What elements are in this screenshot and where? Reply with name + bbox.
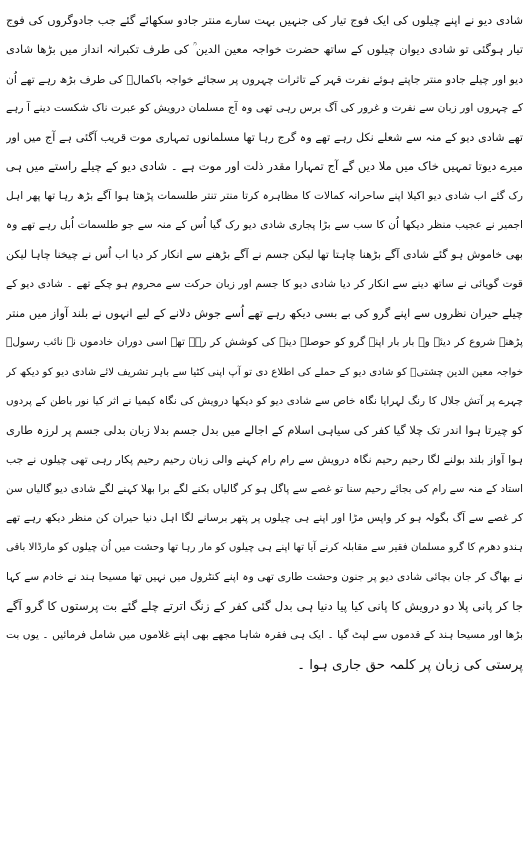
text-line: کے چہروں اور زبان سے نفرت و غرور کی آگ برس رہی تھی وہ آج مسلمان درویش کو عبرت ناک شکست دینے آ رہے <box>6 101 523 114</box>
text-line: جا کر پانی پلا دو درویش کا پانی کیا پیا دنیا ہی بدل گئی کفر کے زنگ اترتے چلے گئے بت پرستوں کا گرو آگے <box>6 598 523 613</box>
text-line: رک گئے اب شادی دیو اکیلا اپنے ساحرانہ کمالات کا مظاہرہ کرتا منتر تنتر طلسمات پڑھتا ہوا آگے بڑھ رہا تھا پھر اہل <box>6 189 523 202</box>
text-line: ہندو دھرم کا گرو مسلمان فقیر سے مقابلہ کرنے آیا تھا اپنے ہی چیلوں کو مار رہا تھا وحشت میں اُن چیلوں کو مارڈالا باقی <box>6 542 523 554</box>
text-line: چہرے پر آتش جلال کا رنگ لہرایا نگاہ خاص سے شادی دیو کو دیکھا درویش کی نگاہ کیمیا نے اثر کیا نور باطن کے پردوں <box>6 394 523 407</box>
text-line: استاد کے منہ سے رام کی بجائے رحیم سنا تو غصے سے پاگل ہو کر گالیاں بکنے لگے برا بھلا کہنے لگے شادی دیو گالیاں سن <box>6 482 523 495</box>
text-line: تھے شادی دیو کے منہ سے شعلے نکل رہے تھے وہ گرج رہا تھا مسلمانوں تمہاری موت قریب آگئی ہے آج میں اور <box>6 131 523 145</box>
text-line: کو چیرتا ہوا اندر تک چلا گیا کفر کی سیاہی اسلام کے اجالے میں بدل جسم بدلا زبان بدلی جسم پر لرزہ طاری <box>6 423 523 438</box>
text-line: قوت گویائی نے ساتھ دینے سے انکار کر دیا شادی دیو کا جسم اور زبان حرکت سے محروم ہو چکے تھے ۔ شادی دیو کے <box>6 277 523 290</box>
text-line: میرے دیوتا تمہیں خاک میں ملا دیں گے آج تمہارا مقدر ذلت اور موت ہے ۔ شادی دیو کے چیلے راستے میں ہی <box>6 159 523 174</box>
text-line: ہوا آواز بلند بولنے لگا رحیم رحیم نگاہ درویش سے رام رام کہنے والی زبان رحیم رحیم پکار رہی تھی چیلوں نے جب <box>6 453 523 467</box>
text-line: بھی خاموش ہو گئے شادی آگے بڑھنا چاہتا تھا لیکن جسم نے آگے بڑھنے سے انکار کر دیا اب اُس نے چیخنا چاہا لیکن <box>6 248 523 262</box>
text-line: نے بھاگ کر جان بچائی شادی دیو پر جنون وحشت طاری تھی وہ اپنے کنٹرول میں نہیں تھا مسیحا ہند نے خادم سے کہا <box>6 570 523 583</box>
text-line: تیار ہوگئی تو شادی دیوان چیلوں کے ساتھ حضرت خواجہ معین الدین ؒ کی طرف تکبرانہ انداز میں بڑھا شادی <box>6 42 523 57</box>
text-line: بڑھا اور مسیحا ہند کے قدموں سے لپٹ گیا ۔ ایک ہی فقرہ شاہا مجھے بھی اپنے غلاموں میں شامل فرمائیں ۔ یوں بت <box>6 629 523 642</box>
text-line: خواجہ معین الدین چشتیؒ کو شادی دیو کے حملے کی اطلاع دی تو آپ اپنی کٹیا سے باہر تشریف لائے شادی دیو کو دیکھ کر <box>6 366 523 378</box>
text-line: شادی دیو نے اپنے چیلوں کی ایک فوج تیار کی جنہیں بہت سارے منتر جادو سکھائے گئے جب جادوگروں کی فوج <box>6 13 523 27</box>
text-line: چیلے حیران نظروں سے اپنے گرو کی بے بسی دیکھ رہے تھے اُسے جوش دلانے کے لیے انہوں نے بلند آواز میں منتر <box>6 305 523 320</box>
text-line: دیو اور چیلے جادو منتر جاپتے ہوئے نفرت قہر کے تاثرات چہروں پر سجائے خواجہ باکمالؒ کی طرف بڑھ رہے تھے اُن <box>6 72 523 86</box>
text-line: کر غصے سے آگ بگولہ ہو کر واپس مڑا اور اپنے ہی چیلوں پر پتھر برسانے لگا اہل دنیا حیران کن منظر دیکھ رہے تھے <box>6 512 523 525</box>
text-line: پڑھنے شروع کر دیئے وہ بار بار اپنے گرو کو حوصلہ دینے کی کوشش کر رہے تھے اسی دوران خادموں نے نائب رسولؐ <box>6 336 523 349</box>
text-line: اجمیر نے عجیب منظر دیکھا اُن کا سب سے بڑا پجاری شادی دیو رک گیا اُس کے منہ سے جو طلسمات اُبل رہے تھے وہ <box>6 219 523 232</box>
text-line-last: پرستی کی زبان پر کلمہ حق جاری ہوا ۔ <box>297 657 523 673</box>
urdu-text-block <box>6 6 523 680</box>
